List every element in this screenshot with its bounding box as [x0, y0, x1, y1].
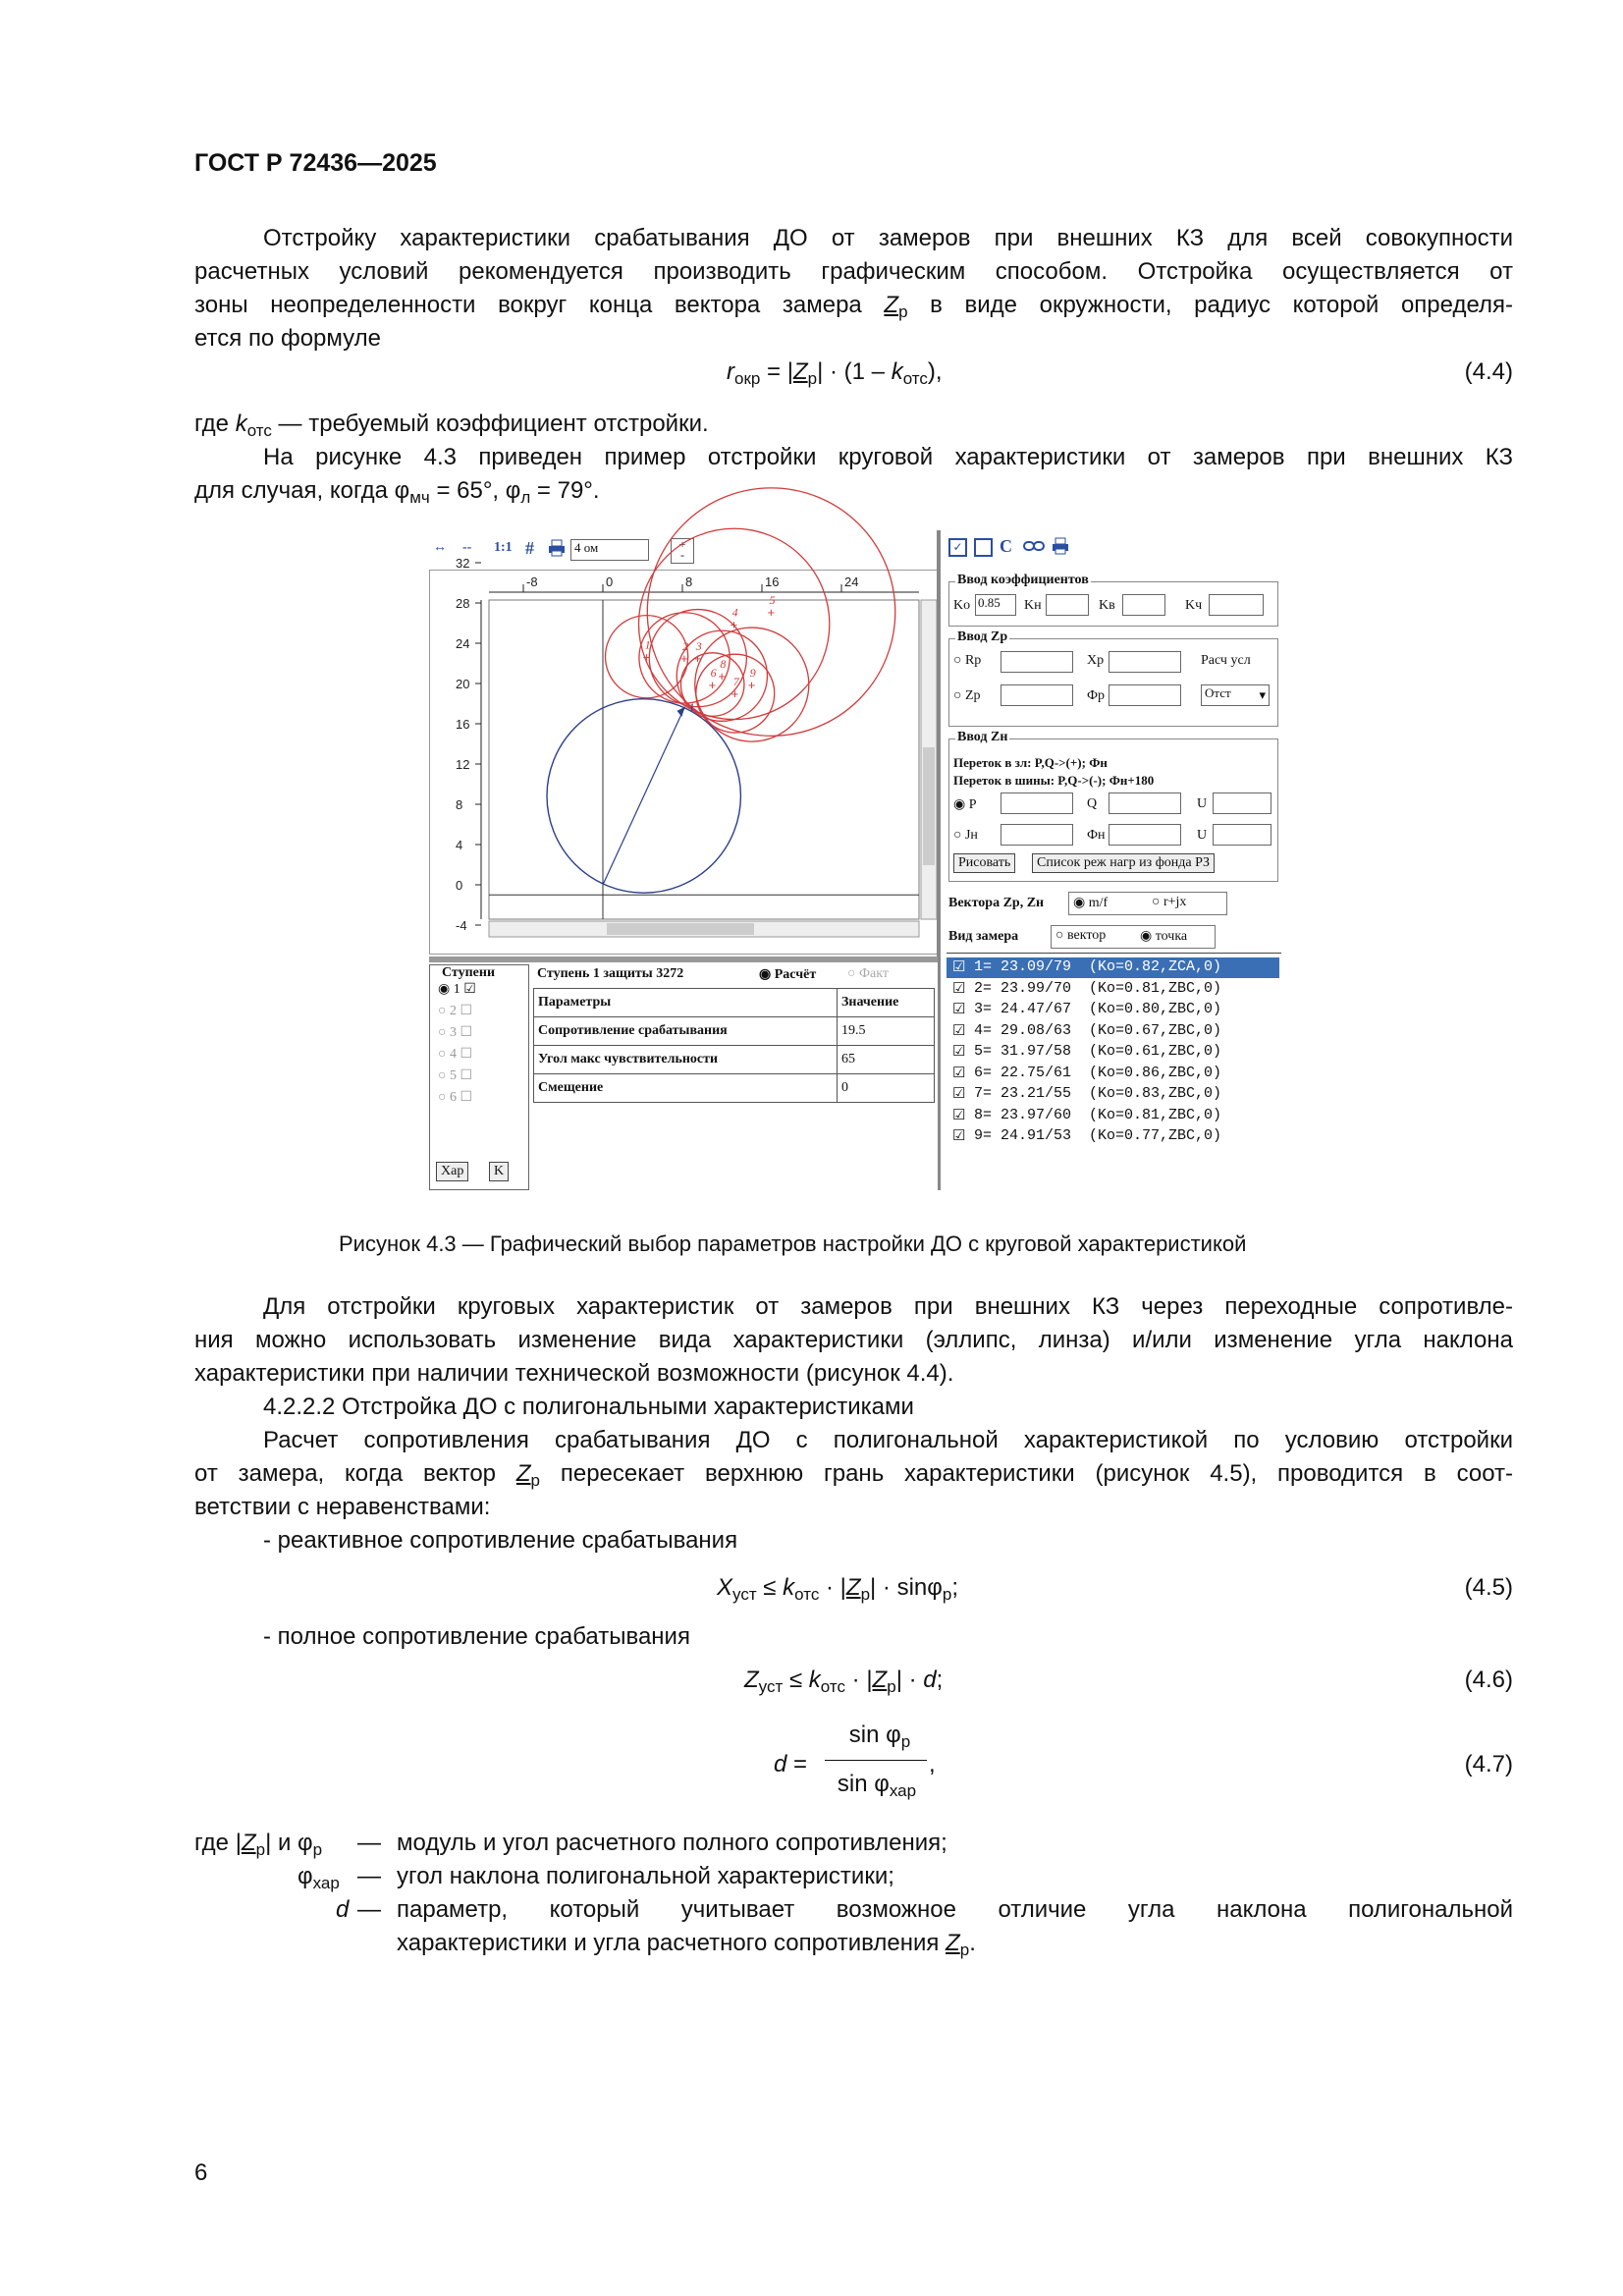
kn-input[interactable]: [1046, 594, 1089, 616]
list-item-text: 2= 23.99/70 (Ko=0.81,ZBC,0): [974, 979, 1222, 997]
link-icon[interactable]: [1023, 539, 1045, 558]
x-tick-label: 24: [844, 574, 859, 589]
zn-group: [948, 730, 1278, 882]
x-tick-label: 0: [606, 574, 614, 589]
list-item-text: 6= 22.75/61 (Ko=0.86,ZBC,0): [974, 1064, 1222, 1081]
eq47-comma: ,: [929, 1751, 936, 1777]
y-tick-label: 16: [456, 717, 470, 732]
y-tick-label: 8: [456, 797, 463, 812]
list-checkbox[interactable]: ☑: [952, 980, 966, 997]
measurement-label: 4: [731, 605, 738, 620]
def3-term: d: [336, 1896, 350, 1923]
params-header-name: Параметры: [534, 989, 838, 1017]
u-input[interactable]: [1213, 793, 1271, 814]
vectors-options: [1068, 892, 1227, 915]
spin-up[interactable]: +: [678, 537, 686, 551]
equation-number-4-7: (4.7): [1464, 1751, 1513, 1777]
c-button[interactable]: C: [1000, 536, 1012, 556]
equation-4-4: $r_{окр} = |Z_р| \cdot (1 - k_{отс})$,: [727, 358, 943, 388]
def1-text: модуль и угол расчетного полного сопротивления;: [397, 1830, 947, 1856]
kch-input[interactable]: [1209, 594, 1264, 616]
fn-label: Фн: [1087, 828, 1106, 843]
measurement-label: 1: [644, 637, 651, 652]
load-list-button[interactable]: Список реж нагр из фонда РЗ: [1032, 853, 1215, 873]
step-checkbox[interactable]: ☐: [456, 1025, 473, 1040]
list-checkbox[interactable]: ☑: [952, 1044, 966, 1060]
para1-line2: расчетных условий рекомендуется производить графическим способом. Отстройка осуществляется от: [194, 258, 1513, 285]
y-tick-label: 4: [456, 838, 463, 852]
zp-input[interactable]: [1001, 684, 1073, 706]
chevron-down-icon: ▾: [1259, 687, 1266, 702]
step-radio[interactable]: [438, 1089, 472, 1106]
y-tick-label: 0: [456, 878, 463, 893]
equation-4-7: d =: [774, 1751, 808, 1777]
list-item-text: 3= 24.47/67 (Ko=0.80,ZBC,0): [974, 1001, 1222, 1017]
ko-label: Ko: [953, 598, 971, 613]
para3-line2: ния можно использовать изменение вида характеристики (эллипс, линза) и/или изменение угла наклона: [194, 1327, 1513, 1353]
y-tick-label: 28: [456, 596, 470, 611]
steps-group: [429, 964, 529, 1190]
fraction-numerator: $\sin \varphi_р$: [848, 1722, 911, 1751]
char-button[interactable]: Хар: [436, 1162, 468, 1181]
stage-panel: [531, 964, 938, 1188]
p-input[interactable]: [1001, 793, 1073, 814]
zp-group-title: Ввод Zр: [957, 629, 1008, 644]
mf-radio[interactable]: ◉ m/f: [1073, 896, 1109, 910]
spin-down[interactable]: -: [680, 548, 684, 562]
zn-group-title: Ввод Zн: [957, 730, 1008, 744]
pan-button[interactable]: ↔: [433, 540, 447, 555]
list-checkbox[interactable]: ☑: [952, 1107, 966, 1123]
para1-line1: Отстройку характеристики срабатывания ДО от замеров при внешних КЗ для всей совокупности: [263, 225, 1513, 251]
stage-title: Ступень 1 защиты 3272: [537, 966, 684, 981]
view-label: Вид замера: [948, 929, 1019, 944]
step-radio[interactable]: [438, 1003, 472, 1019]
fact-radio[interactable]: ○ Факт: [847, 966, 889, 981]
step-checkbox[interactable]: ☐: [456, 1068, 473, 1083]
right-panel: [945, 530, 1281, 1190]
ko-input[interactable]: 0.85: [975, 594, 1016, 616]
jn-input[interactable]: [1001, 824, 1073, 846]
list-item[interactable]: [947, 957, 1279, 978]
vectors-label: Вектора Zр, Zн: [948, 896, 1045, 910]
u-label: U: [1197, 796, 1208, 811]
bottom-panel: [429, 957, 938, 1190]
list-checkbox[interactable]: ☑: [952, 1065, 966, 1081]
list-checkbox[interactable]: ☑: [952, 1022, 966, 1039]
list-item[interactable]: [947, 1064, 1279, 1084]
calc-label: Расч усл: [1201, 653, 1251, 668]
list-item[interactable]: [947, 1021, 1279, 1042]
k-button[interactable]: K: [489, 1162, 509, 1181]
view-options: [1051, 925, 1216, 949]
kv-label: Kв: [1099, 598, 1115, 613]
steps-title: Ступени: [442, 965, 496, 980]
kn-label: Kн: [1024, 598, 1042, 613]
bullet-full: - полное сопротивление срабатывания: [263, 1623, 690, 1650]
fp-label: Фр: [1087, 688, 1106, 703]
measurement-point: +: [747, 678, 756, 693]
measurement-point: +: [730, 686, 739, 702]
list-item[interactable]: [947, 1042, 1279, 1063]
param-name: Угол макс чувствительности: [534, 1046, 838, 1074]
x-tick-label: 8: [685, 574, 693, 589]
flow-note-2: Переток в шины: P,Q->(-); Фн+180: [953, 773, 1155, 788]
jn-radio[interactable]: ○ Jн: [953, 828, 978, 843]
def2-dash: —: [357, 1863, 381, 1889]
list-item[interactable]: [947, 1126, 1279, 1147]
xp-label: Xр: [1087, 653, 1105, 668]
list-item-text: 9= 24.91/53 (Ko=0.77,ZBC,0): [974, 1127, 1222, 1144]
coef-group: [948, 573, 1278, 627]
measurement-label: 7: [732, 675, 739, 689]
para4-line3: ветствии с неравенствами:: [194, 1494, 491, 1520]
zp-group: [948, 629, 1278, 727]
measurement-point: +: [642, 649, 651, 665]
def3-text-line1: параметр, который учитывает возможное отличие угла наклона полигональной: [397, 1896, 1513, 1923]
fp-input[interactable]: [1109, 684, 1181, 706]
def1-term: где $|Z_р|$ и $\varphi_р$: [194, 1830, 323, 1859]
measurement-label: 9: [749, 666, 756, 681]
vertical-scroll-thumb: [923, 747, 935, 865]
param-value[interactable]: 0: [838, 1074, 935, 1103]
step-radio-label: ○ 2: [438, 1004, 457, 1018]
list-checkbox[interactable]: ☑: [952, 1086, 966, 1102]
list-item[interactable]: [947, 1084, 1279, 1105]
p-radio[interactable]: ◉ P: [953, 797, 977, 812]
list-item-text: 8= 23.97/60 (Ko=0.81,ZBC,0): [974, 1106, 1222, 1123]
params-header-value: Значение: [838, 989, 935, 1017]
rp-radio[interactable]: ○ Rр: [953, 653, 982, 668]
point-radio[interactable]: ◉ точка: [1140, 929, 1188, 944]
def2-text: угол наклона полигональной характеристики;: [397, 1863, 894, 1889]
y-tick-label: 32: [456, 556, 470, 571]
scale-spinner[interactable]: [671, 538, 694, 564]
def1-dash: —: [357, 1830, 381, 1856]
para4-line1: Расчет сопротивления срабатывания ДО с полигональной характеристикой по условию отстройки: [263, 1427, 1513, 1453]
horizontal-scroll-thumb: [607, 923, 754, 935]
q-input[interactable]: [1109, 793, 1181, 814]
para1-line3: зоны неопределенности вокруг конца вектора замера $Z_р$ в виде окружности, радиус которой определя-: [194, 292, 1513, 321]
measurement-point: +: [730, 617, 738, 632]
q-label: Q: [1087, 796, 1098, 811]
kch-label: Kч: [1185, 598, 1203, 613]
step-radio-label: ○ 4: [438, 1047, 457, 1062]
view-row: [948, 925, 1276, 951]
measurement-label: 2: [682, 638, 689, 653]
para2-line1: На рисунке 4.3 приведен пример отстройки круговой характеристики от замеров при внешних КЗ: [263, 444, 1513, 470]
x-tick-label: -8: [526, 574, 538, 589]
u2-label: U: [1197, 828, 1208, 843]
right-toolbar: [948, 536, 1145, 560]
measurement-label: 8: [720, 657, 727, 672]
param-value[interactable]: 19.5: [838, 1017, 935, 1046]
step-checkbox[interactable]: ☑: [460, 982, 476, 997]
para2-line2: для случая, когда $\varphi_{мч} = 65^\circ$, $\varphi_л = 79^\circ$.: [194, 477, 600, 507]
scale-1-1-button[interactable]: 1:1: [494, 540, 513, 555]
plot-window: [429, 556, 940, 955]
measurement-point: +: [680, 650, 688, 666]
param-name: Смещение: [534, 1074, 838, 1103]
xp-input[interactable]: [1109, 651, 1181, 673]
list-item-text: 4= 29.08/63 (Ko=0.67,ZBC,0): [974, 1021, 1222, 1039]
grid-button[interactable]: #: [525, 538, 534, 558]
step-checkbox[interactable]: ☐: [456, 1090, 473, 1105]
section-heading: 4.2.2.2 Отстройка ДО с полигональными характеристиками: [263, 1394, 914, 1420]
printer-icon-2[interactable]: [1051, 536, 1070, 561]
vectors-row: [948, 892, 1276, 917]
y-tick-label: -4: [456, 918, 467, 933]
step-radio[interactable]: [438, 981, 476, 998]
equation-4-6: $Z_{уст} \le k_{отс} \cdot |Z_р| \cdot d$;: [744, 1667, 944, 1696]
draw-button[interactable]: Рисовать: [953, 853, 1015, 873]
step-checkbox[interactable]: ☐: [456, 1047, 473, 1062]
list-checkbox[interactable]: ☑: [952, 959, 966, 975]
measurement-label: 3: [695, 639, 702, 654]
step-radio-label: ◉ 1: [438, 982, 460, 997]
kv-input[interactable]: [1122, 594, 1165, 616]
def3-dash: —: [357, 1896, 381, 1923]
list-checkbox[interactable]: ☑: [952, 1002, 966, 1017]
impedance-plot[interactable]: [430, 556, 939, 954]
equation-4-5: $X_{уст} \le k_{отс} \cdot |Z_р| \cdot \sin\varphi_р$;: [717, 1574, 958, 1604]
vector-label: 1: [688, 699, 695, 714]
scale-input[interactable]: 4 ом: [570, 539, 649, 561]
step-radio[interactable]: [438, 1024, 472, 1041]
measurement-list: [947, 953, 1281, 1189]
u2-input[interactable]: [1213, 824, 1271, 846]
params-table: [533, 988, 935, 1103]
step-radio-label: ○ 3: [438, 1025, 457, 1040]
step-radio-label: ○ 5: [438, 1068, 457, 1083]
list-item-text: 1= 23.09/79 (Ko=0.82,ZCA,0): [974, 958, 1222, 975]
list-item[interactable]: [947, 1000, 1279, 1020]
param-value[interactable]: 65: [838, 1046, 935, 1074]
list-checkbox[interactable]: ☑: [952, 1128, 966, 1144]
def2-term: $\varphi_{хар}$: [298, 1863, 340, 1892]
equation-number-4-6: (4.6): [1464, 1667, 1513, 1693]
measurement-point: +: [693, 651, 702, 667]
para4-line2: от замера, когда вектор $Z_р$ пересекает верхнюю грань характеристики (рисунок 4.5), проводится в соот-: [194, 1460, 1514, 1490]
measurement-point: +: [718, 669, 726, 684]
flow-note-1: Переток в зл: P,Q->(+); Фн: [953, 755, 1108, 770]
bottom-splitter: [429, 957, 938, 962]
equation-number-4-4: (4.4): [1464, 358, 1513, 385]
figure-caption: Рисунок 4.3 — Графический выбор параметров настройки ДО с круговой характеристикой: [339, 1231, 1247, 1256]
param-name: Сопротивление срабатывания: [534, 1017, 838, 1046]
measurement-point: +: [708, 678, 717, 693]
doc-header: ГОСТ Р 72436—2025: [194, 149, 437, 177]
square-icon[interactable]: [974, 538, 993, 557]
rp-input[interactable]: [1001, 651, 1073, 673]
page-number: 6: [194, 2159, 208, 2186]
def3-text-line2: характеристики и угла расчетного сопротивления $Z_р$.: [397, 1930, 976, 1959]
printer-icon[interactable]: [547, 538, 567, 563]
dash-button[interactable]: --: [462, 540, 472, 555]
x-tick-label: 16: [765, 574, 780, 589]
where-kots: где $k_{отс}$ — требуемый коэффициент отстройки.: [194, 410, 709, 440]
list-item[interactable]: [947, 1106, 1279, 1126]
zp-radio[interactable]: ○ Zр: [953, 688, 981, 703]
calc-select[interactable]: Отст ▾: [1201, 684, 1270, 706]
fraction-bar: [825, 1760, 927, 1761]
para3-line3: характеристики при наличии технической возможности (рисунок 4.4).: [194, 1360, 954, 1387]
measurement-label: 6: [710, 666, 717, 681]
step-radio-label: ○ 6: [438, 1090, 457, 1105]
vector-radio[interactable]: ○ вектор: [1055, 928, 1107, 943]
y-tick-label: 20: [456, 677, 470, 691]
calc-radio[interactable]: ◉ Расчёт: [759, 967, 817, 982]
measurement-point: +: [767, 605, 776, 621]
rjx-radio[interactable]: ○ r+jx: [1152, 895, 1187, 909]
list-item-text: 7= 23.21/55 (Ko=0.83,ZBC,0): [974, 1085, 1222, 1102]
coef-group-title: Ввод коэффициентов: [957, 573, 1089, 587]
step-radio[interactable]: [438, 1067, 472, 1084]
step-checkbox[interactable]: ☐: [456, 1004, 473, 1018]
para3-line1: Для отстройки круговых характеристик от замеров при внешних КЗ через переходные сопротивле-: [263, 1293, 1513, 1320]
figure-4-3: [429, 530, 1281, 1190]
list-item-text: 5= 31.97/58 (Ko=0.61,ZBC,0): [974, 1043, 1222, 1060]
fraction-denominator: $\sin \varphi_{хар}$: [837, 1771, 917, 1800]
equation-number-4-5: (4.5): [1464, 1574, 1513, 1601]
fn-input[interactable]: [1109, 824, 1181, 846]
bullet-reactive: - реактивное сопротивление срабатывания: [263, 1527, 738, 1554]
step-radio[interactable]: [438, 1046, 472, 1063]
para1-line4: ется по формуле: [194, 325, 381, 352]
check-icon[interactable]: ✓: [948, 538, 967, 557]
measurement-label: 5: [769, 593, 776, 608]
y-tick-label: 12: [456, 757, 470, 772]
list-item[interactable]: [947, 979, 1279, 1000]
y-tick-label: 24: [456, 636, 470, 651]
